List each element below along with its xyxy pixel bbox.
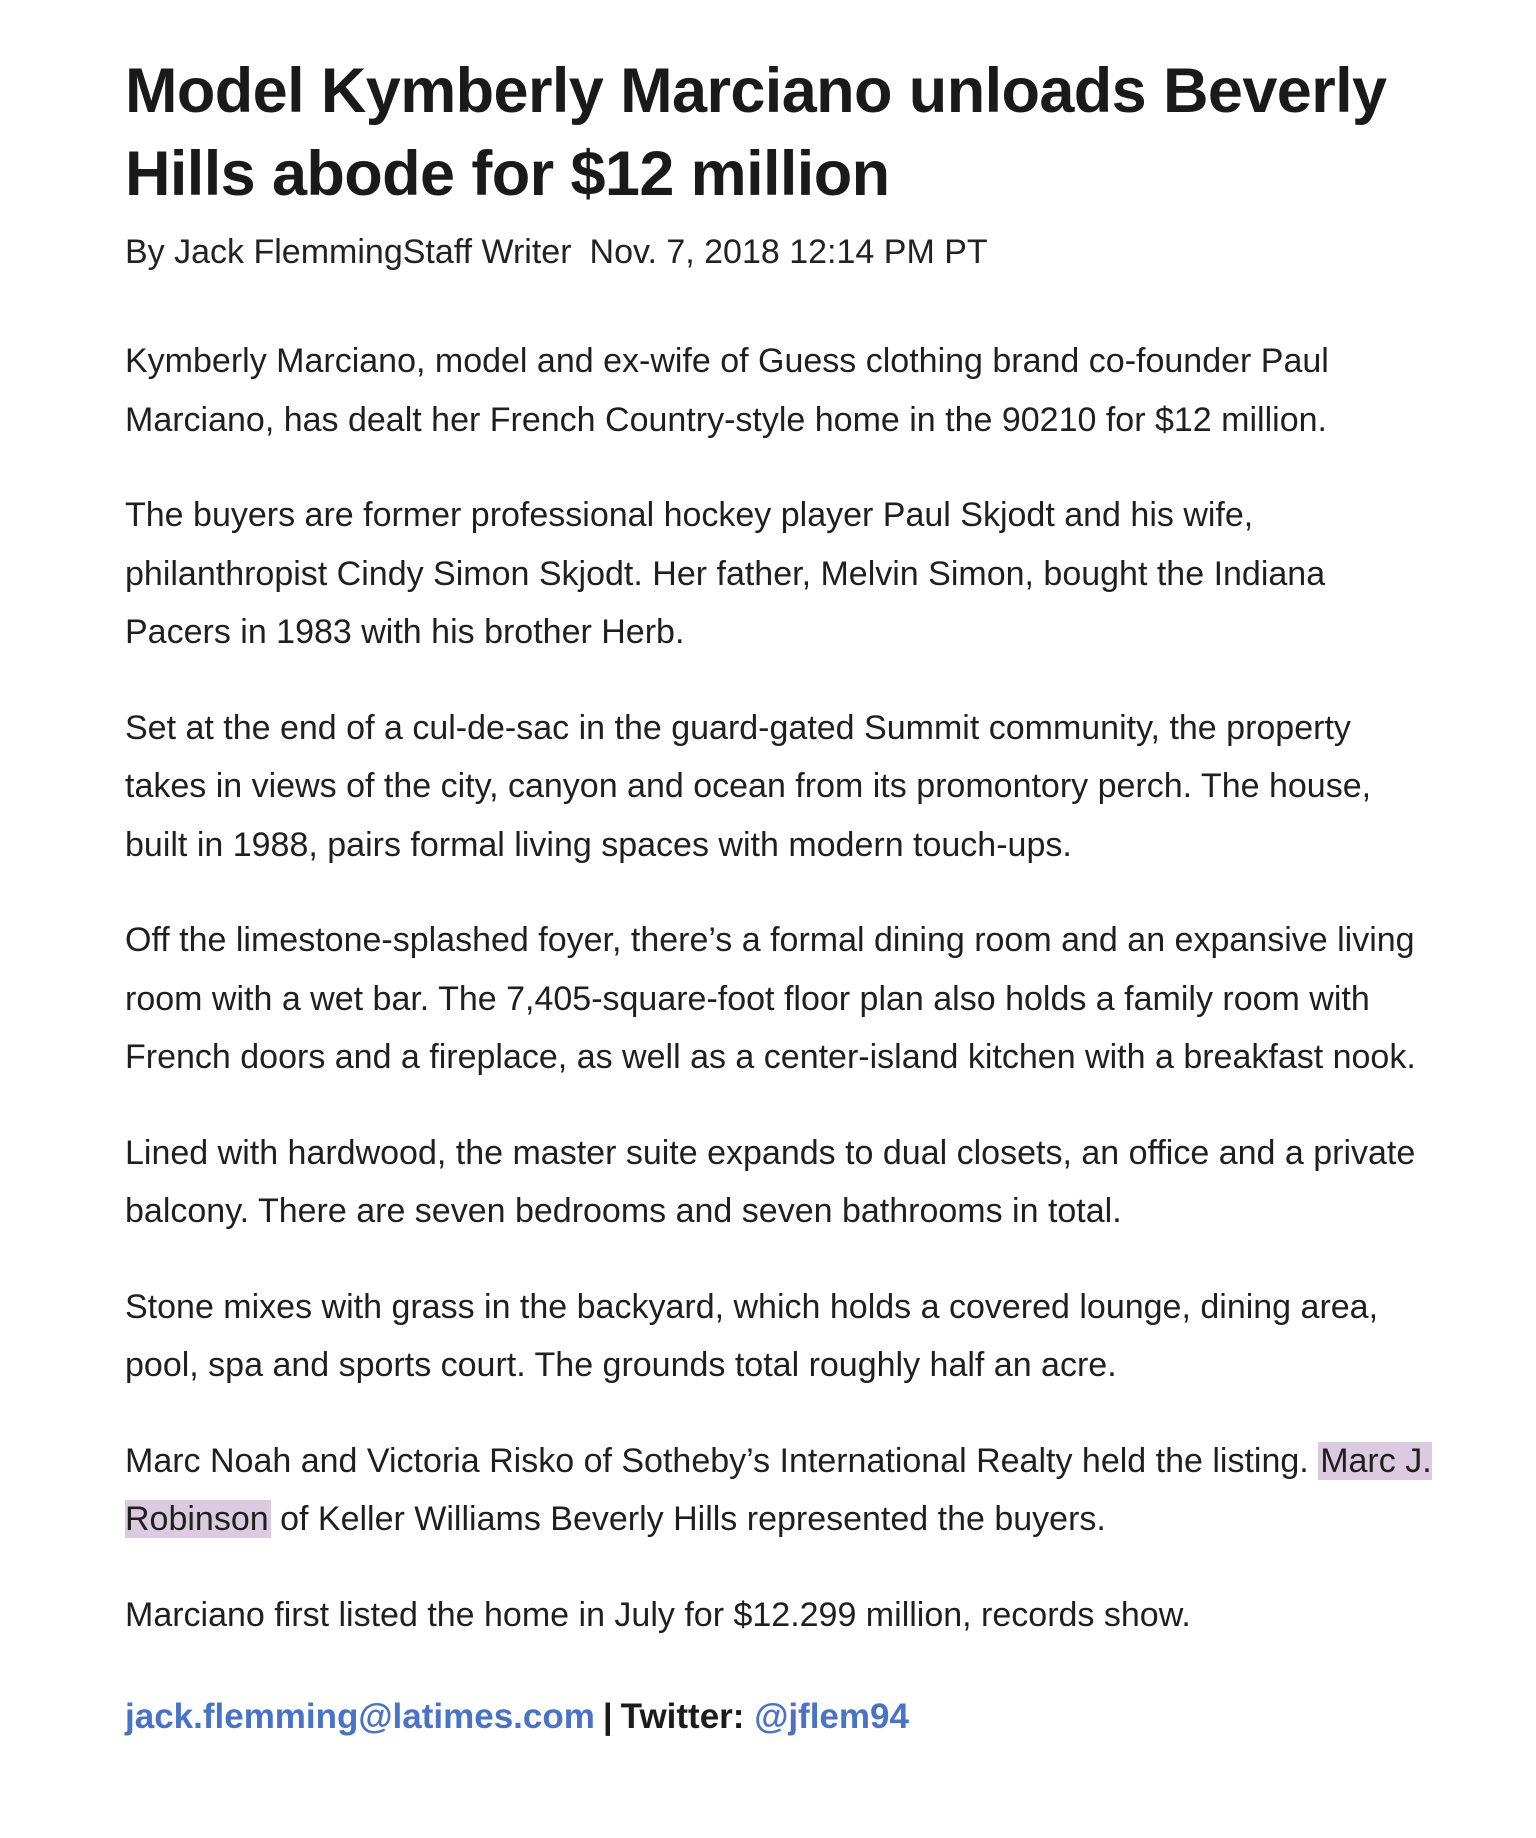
article — [125, 50, 1435, 1746]
paragraph-4: Off the limestone-splashed foyer, there’s a formal dining room and an expansive living room with a wet bar. The 7,405-square-foot floor plan also holds a family room with French doors and a fireplace, as well as a center-island kitchen with a breakfast nook. — [125, 921, 1416, 1076]
article-body — [125, 332, 1435, 1644]
paragraph-2: The buyers are former professional hockey player Paul Skjodt and his wife, philanthropist Cindy Simon Skjodt. Her father, Melvin Simon, bought the Indiana Pacers in 1983 with his brother Herb. — [125, 496, 1326, 651]
paragraph-closing: Marciano first listed the home in July for $12.299 million, records show. — [125, 1595, 1191, 1634]
paragraph-5: Lined with hardwood, the master suite expands to dual closets, an office and a private balcony. There are seven bedrooms and seven bathrooms in total. — [125, 1133, 1416, 1230]
paragraph-3: Set at the end of a cul-de-sac in the guard-gated Summit community, the property takes in views of the city, canyon and ocean from its promontory perch. The house, built in 1988, pairs formal living spaces with modern touch-ups. — [125, 708, 1372, 864]
listing-text-part2: of Keller Williams Beverly Hills represented the buyers. — [280, 1500, 1106, 1538]
paragraph-6: Stone mixes with grass in the backyard, which holds a covered lounge, dining area, pool, spa and sports court. The grounds total roughly half an acre. — [125, 1287, 1379, 1384]
twitter-label: Twitter: — [620, 1697, 745, 1736]
author-contact — [125, 1688, 1435, 1746]
paragraph-listing — [125, 1432, 1435, 1549]
byline-author: By Jack FlemmingStaff Writer — [125, 233, 572, 271]
twitter-link[interactable]: @jflem94 — [754, 1697, 909, 1736]
paragraph-1: Kymberly Marciano, model and ex-wife of Guess clothing brand co-founder Paul Marciano, has dealt her French Country-style home in the 90210 for $12 million. — [125, 342, 1329, 439]
email-link[interactable]: jack.flemming@latimes.com — [125, 1697, 595, 1736]
byline-date: Nov. 7, 2018 12:14 PM PT — [589, 233, 988, 271]
highlighted-name[interactable]: Marc J. Robinson — [125, 1441, 1432, 1538]
headline: Model Kymberly Marciano unloads Beverly Hills abode for $12 million — [125, 56, 1387, 209]
byline — [125, 230, 1435, 274]
listing-text-part1: Marc Noah and Victoria Risko of Sotheby’s International Realty held the listing. — [125, 1441, 1309, 1480]
contact-separator: | — [602, 1697, 613, 1736]
